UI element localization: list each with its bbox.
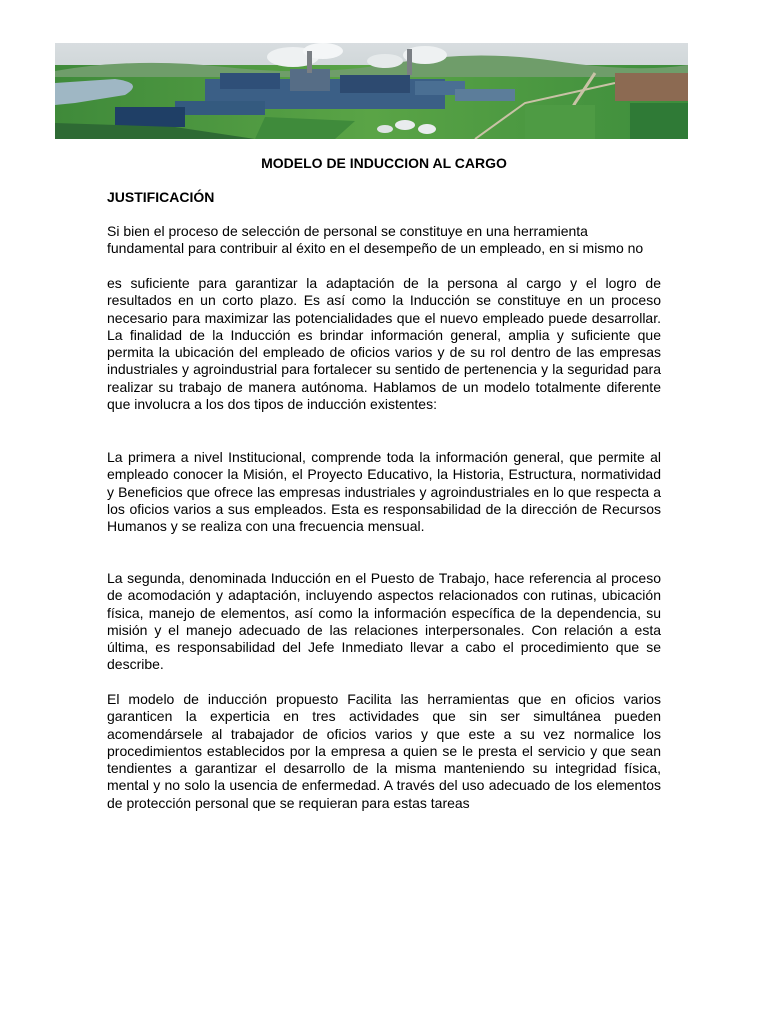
industrial-plant-banner-image [55, 43, 688, 139]
aerial-factory-photo [55, 43, 688, 139]
paragraph-workplace [107, 570, 661, 674]
paragraph-intro-continued-text: es suficiente para garantizar la adaptación de la persona al cargo y el logro de resultados en un corto plazo. Es así como la Inducción se constituye en un proceso necesario para maximizar las potencialidades que el nuevo empleado puede desarrollar. La finalidad de la Inducción es brindar información general, amplia y suficiente que permita la ubicación del empleado de oficios varios y de su rol dentro de las empresas industriales y agroindustrial para fortalecer su sentido de pertenencia y la seguridad para realizar su trabajo de manera autónoma. Hablamos de un modelo totalmente diferente que involucra a los dos tipos de inducción existentes: [107, 275, 661, 413]
document-title: MODELO DE INDUCCION AL CARGO [261, 155, 507, 171]
paragraph-model [107, 691, 661, 812]
paragraph-intro [107, 223, 661, 258]
paragraph-workplace-text: La segunda, denominada Inducción en el Puesto de Trabajo, hace referencia al proceso de acomodación y adaptación, incluyendo aspectos relacionados con rutinas, ubicación física, manejo de elementos, así como la información específica de la dependencia, su misión y el manejo adecuado de las relaciones interpersonales. Con relación a esta última, es responsabilidad del Jefe Inmediato llevar a cabo el procedimiento que se describe. [107, 570, 661, 673]
paragraph-institutional [107, 449, 661, 535]
section-heading: JUSTIFICACIÓN [107, 189, 215, 205]
paragraph-institutional-text: La primera a nivel Institucional, comprende toda la información general, que permite al empleado conocer la Misión, el Proyecto Educativo, la Historia, Estructura, normatividad y Beneficios que ofrece las empresas industriales y agroindustriales en lo que respecta a los oficios varios a sus empleados. Esta es responsabilidad de la dirección de Recursos Humanos y se realiza con una frecuencia mensual. [107, 449, 661, 535]
paragraph-intro-continued [107, 275, 661, 413]
paragraph-intro-text: Si bien el proceso de selección de personal se constituye en una herramienta fundamental para contribuir al éxito en el desempeño de un empleado, en si mismo no [107, 223, 644, 257]
paragraph-model-text: El modelo de inducción propuesto Facilita las herramientas que en oficios varios garanticen la experticia en tres actividades que sin ser simultánea pueden acomendársele al trabajador de oficios varios y que este a su vez normalice los procedimientos establecidos por la empresa a quien se le presta el servicio y que sean tendientes a garantizar el desarrollo de la misma manteniendo su integridad física, mental y no solo la usencia de enfermedad. A través del uso adecuado de los elementos de protección personal que se requieran para estas tareas [107, 691, 661, 811]
